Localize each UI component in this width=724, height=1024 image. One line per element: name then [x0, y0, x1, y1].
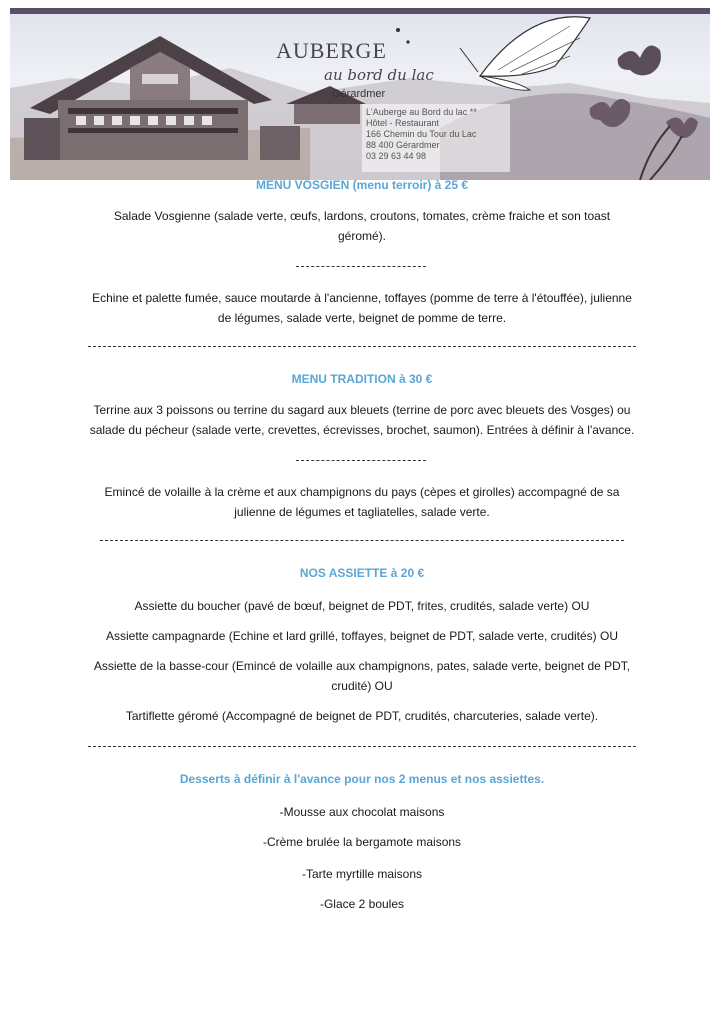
- assiette-item: Assiette de la basse-cour (Emincé de volaille aux champignons, pates, salade verte, beignet de PDT, crudité) OU: [93, 659, 631, 693]
- divider-short: [296, 266, 426, 267]
- divider-long: [100, 540, 624, 541]
- contact-info-box: [362, 104, 510, 172]
- menu-vosgien-entree: Salade Vosgienne (salade verte, œufs, lardons, croutons, tomates, crème fraiche et son toast géromé).: [113, 209, 611, 243]
- menu-vosgien-title: MENU VOSGIEN (menu terroir) à 25 €: [255, 178, 469, 192]
- brand-logo: [272, 32, 442, 102]
- menu-tradition-plat: Emincé de volaille à la crème et aux champignons du pays (cèpes et girolles) accompagné de sa julienne de légumes et tagliatelles, salade verte.: [104, 485, 620, 519]
- info-line-name: L'Auberge au Bord du lac **: [366, 107, 477, 117]
- dessert-item: -Mousse aux chocolat maisons: [279, 805, 445, 819]
- menu-tradition-title: MENU TRADITION à 30 €: [291, 372, 433, 386]
- dessert-item: -Glace 2 boules: [319, 897, 405, 911]
- info-line-type: Hôtel - Restaurant: [366, 118, 440, 128]
- info-line-address: 166 Chemin du Tour du Lac: [366, 129, 477, 139]
- assiette-item: Assiette campagnarde (Echine et lard grillé, toffayes, beignet de PDT, salade verte, crudités) OU: [105, 629, 619, 643]
- menu-vosgien-plat: Echine et palette fumée, sauce moutarde à l'ancienne, toffayes (pomme de terre à l'étouffée), julienne de légumes, salade verte, beignet de pomme de terre.: [92, 291, 632, 325]
- dessert-item: -Tarte myrtille maisons: [301, 867, 423, 881]
- info-line-phone: 03 29 63 44 98: [366, 151, 427, 161]
- menu-tradition-entree: Terrine aux 3 poissons ou terrine du sagard aux bleuets (terrine de porc avec bleuets des Vosges) ou salade du pécheur (salade verte, crevettes, écrevisses, brochet, saumon). Entrées à définir à l'avance.: [89, 403, 635, 437]
- butterfly-drawing: [460, 17, 590, 91]
- brand-title: AUBERGE: [276, 38, 387, 63]
- divider-short: [296, 460, 426, 461]
- divider-long: [88, 346, 636, 347]
- divider-long: [88, 746, 636, 747]
- assiettes-title: NOS ASSIETTE à 20 €: [299, 566, 425, 580]
- brand-town: Gérardmer: [332, 88, 386, 100]
- info-line-city: 88 400 Gérardmer: [366, 140, 440, 150]
- header-banner: [10, 8, 710, 180]
- assiette-item: Assiette du boucher (pavé de bœuf, beignet de PDT, frites, crudités, salade verte) OU: [134, 599, 590, 613]
- assiette-item: Tartiflette géromé (Accompagné de beignet de PDT, crudités, charcuteries, salade verte).: [125, 709, 599, 723]
- desserts-title: Desserts à définir à l'avance pour nos 2 menus et nos assiettes.: [179, 772, 545, 786]
- brand-subtitle: au bord du lac: [324, 66, 434, 84]
- dessert-item: -Crème brulée la bergamote maisons: [262, 835, 462, 849]
